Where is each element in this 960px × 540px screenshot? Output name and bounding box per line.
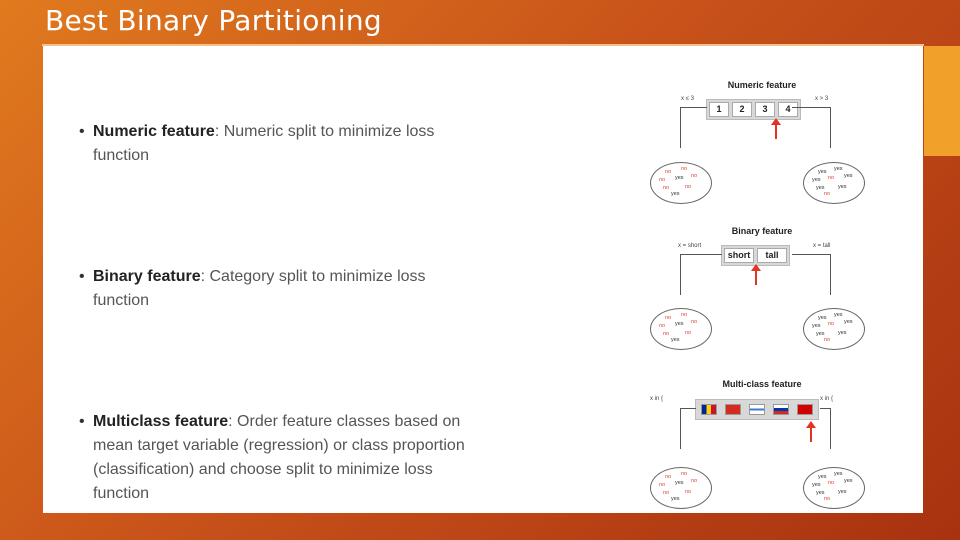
bin: 4: [778, 102, 798, 117]
content-panel: [43, 46, 923, 513]
binary-split-diagram: [645, 228, 879, 362]
leaf-label: no: [691, 319, 698, 325]
left-condition: x = short: [678, 243, 702, 249]
leaf-label: yes: [844, 319, 853, 325]
bullet-dot: •: [79, 413, 85, 430]
left-condition: x ≤ 3: [681, 96, 694, 102]
left-condition: x in {: [650, 396, 664, 402]
diagram-title: Multi-class feature: [722, 379, 802, 389]
leaf-label: no: [665, 169, 672, 175]
bullet-keyword: Multiclass feature: [93, 413, 229, 430]
leaf-left: [650, 308, 712, 350]
right-branch: [792, 254, 831, 295]
leaf-label: no: [685, 184, 692, 190]
category-boxes: [721, 245, 790, 266]
bullet-keyword: Numeric feature: [93, 123, 215, 140]
flag-icon: [773, 404, 789, 415]
leaf-label: yes: [671, 191, 680, 197]
leaf-label: yes: [838, 330, 847, 336]
bullet-numeric: [79, 120, 483, 168]
right-branch: [820, 408, 831, 449]
right-branch: [792, 107, 831, 148]
leaf-label: no: [824, 337, 831, 343]
leaf-label: yes: [812, 482, 821, 488]
leaf-label: yes: [838, 489, 847, 495]
left-branch: [680, 408, 696, 449]
leaf-label: no: [659, 323, 666, 329]
leaf-label: yes: [675, 321, 684, 327]
left-branch: [680, 254, 722, 295]
leaf-label: no: [828, 321, 835, 327]
leaf-label: yes: [675, 175, 684, 181]
leaf-label: no: [681, 312, 688, 318]
leaf-label: yes: [816, 185, 825, 191]
flag-icon: [797, 404, 813, 415]
leaf-label: yes: [816, 490, 825, 496]
leaf-label: yes: [834, 312, 843, 318]
bullet-multiclass: [79, 410, 483, 506]
leaf-label: yes: [818, 169, 827, 175]
leaf-label: yes: [834, 166, 843, 172]
leaf-label: yes: [671, 496, 680, 502]
leaf-label: no: [685, 330, 692, 336]
leaf-label: no: [663, 490, 670, 496]
bullet-binary: [79, 265, 483, 313]
leaf-label: yes: [812, 323, 821, 329]
split-arrow-icon: [810, 427, 812, 442]
leaf-right: [803, 308, 865, 350]
flag-icon: [725, 404, 741, 415]
diagram-title: Numeric feature: [727, 80, 797, 90]
bin: 2: [732, 102, 752, 117]
left-branch: [680, 107, 707, 148]
bullet-keyword: Binary feature: [93, 268, 201, 285]
right-condition: x = tall: [813, 243, 831, 249]
leaf-label: no: [828, 175, 835, 181]
leaf-right: [803, 162, 865, 204]
leaf-label: no: [663, 331, 670, 337]
bullet-text: : Numeric split to minimize loss function: [93, 123, 435, 164]
class-flags: [695, 399, 819, 420]
bullet-text: : Order feature classes based on mean target variable (regression) or class proportion (classification) and choose split to minimize loss function: [93, 413, 465, 502]
bullet-text: : Category split to minimize loss function: [93, 268, 426, 309]
leaf-label: no: [685, 489, 692, 495]
right-condition: x in {: [820, 396, 834, 402]
bullet-dot: •: [79, 123, 85, 140]
bullet-dot: •: [79, 268, 85, 285]
category: short: [724, 248, 754, 263]
leaf-label: no: [663, 185, 670, 191]
leaf-label: yes: [818, 315, 827, 321]
multiclass-split-diagram: [645, 381, 879, 515]
leaf-label: no: [824, 496, 831, 502]
split-arrow-icon: [755, 270, 757, 285]
leaf-label: no: [659, 482, 666, 488]
leaf-label: no: [681, 166, 688, 172]
split-arrow-icon: [775, 124, 777, 139]
leaf-label: yes: [816, 331, 825, 337]
leaf-label: no: [665, 315, 672, 321]
value-bins: [706, 99, 801, 120]
leaf-label: yes: [834, 471, 843, 477]
leaf-label: no: [659, 177, 666, 183]
numeric-split-diagram: [645, 82, 879, 216]
leaf-label: yes: [818, 474, 827, 480]
leaf-label: no: [681, 471, 688, 477]
leaf-left: [650, 467, 712, 509]
category: tall: [757, 248, 787, 263]
leaf-label: no: [824, 191, 831, 197]
leaf-label: no: [665, 474, 672, 480]
leaf-right: [803, 467, 865, 509]
leaf-label: yes: [838, 184, 847, 190]
leaf-label: no: [828, 480, 835, 486]
leaf-label: yes: [844, 478, 853, 484]
leaf-label: no: [691, 478, 698, 484]
leaf-label: no: [691, 173, 698, 179]
leaf-label: yes: [675, 480, 684, 486]
accent-bar: [924, 46, 960, 156]
leaf-left: [650, 162, 712, 204]
bin: 1: [709, 102, 729, 117]
flag-icon: [749, 404, 765, 415]
bin: 3: [755, 102, 775, 117]
leaf-label: yes: [844, 173, 853, 179]
diagram-title: Binary feature: [731, 226, 793, 236]
slide-title: Best Binary Partitioning: [45, 4, 382, 37]
flag-icon: [701, 404, 717, 415]
leaf-label: yes: [671, 337, 680, 343]
leaf-label: yes: [812, 177, 821, 183]
right-condition: x > 3: [815, 96, 829, 102]
